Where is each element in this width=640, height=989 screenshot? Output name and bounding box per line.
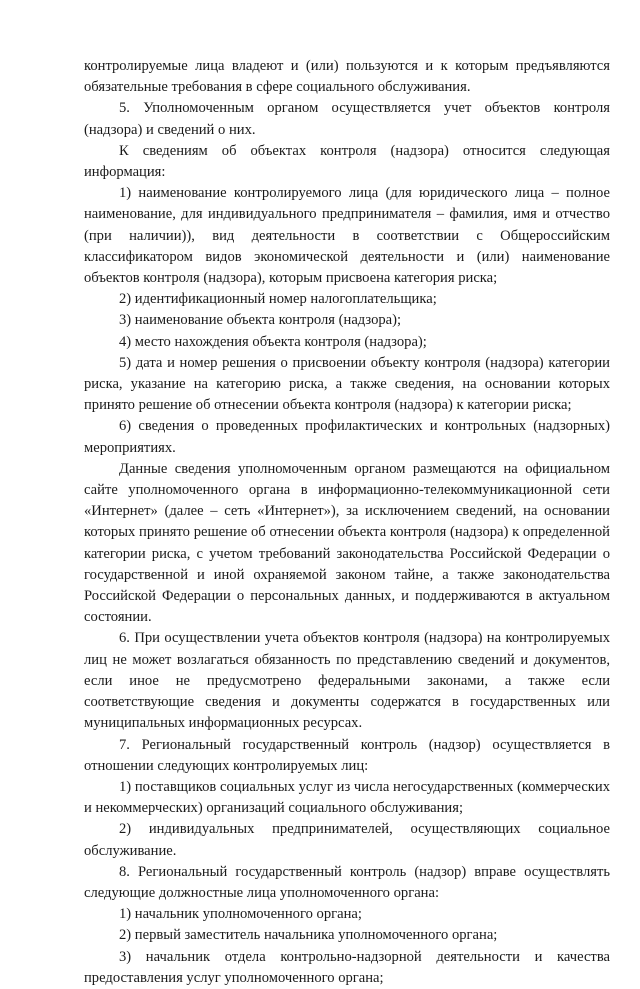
list-item-8-1-head: 1) начальник уполномоченного органа; (119, 906, 362, 923)
document-body (84, 56, 610, 989)
list-item-8-3-department-head: 3) начальник отдела контрольно-надзорной деятельности и качества предоставления услуг уполномоченного органа; (84, 948, 610, 986)
list-item-1-name: 1) наименование контролируемого лица (для юридического лица – полное наименование, для индивидуального предпринимателя – фамилия, имя и отчество (при наличии)), вид деятельности в соответствии с Общероссийским классификатором видов экономической деятельности и (или) наименование объектов контроля (надзора), которым присвоена категория риска; (84, 185, 610, 287)
paragraph-publication: Данные сведения уполномоченным органом размещаются на официальном сайте уполномоченного органа в информационно-телекоммуникационной сети «Интернет» (далее – сеть «Интернет»), за исключением сведений, на основании которых принято решение об отнесении объекта контроля (надзора) к определенной категории риска, с учетом требований законодательства Российской Федерации о государственной и иной охраняемой законом тайне, а также законодательства Российской Федерации о персональных данных, и поддерживаются в актуальном состоянии. (84, 460, 610, 626)
paragraph-item-5-accounting: 5. Уполномоченным органом осуществляется учет объектов контроля (надзора) и сведений о них. (84, 100, 610, 138)
list-item-5-risk-decision: 5) дата и номер решения о присвоении объекту контроля (надзора) категории риска, указание на категорию риска, а также сведения, на основании которых принято решение об отнесении объекта контроля (надзора) к категории риска; (84, 354, 610, 414)
list-item-7-2-entrepreneurs: 2) индивидуальных предпринимателей, осуществляющих социальное обслуживание. (84, 821, 610, 859)
paragraph-item-7: 7. Региональный государственный контроль (надзор) осуществляется в отношении следующих контролируемых лиц: (84, 736, 610, 774)
paragraph-item-8: 8. Региональный государственный контроль (надзор) вправе осуществлять следующие должностные лица уполномоченного органа: (84, 863, 610, 901)
paragraph-information-intro: К сведениям об объектах контроля (надзора) относится следующая информация: (84, 142, 610, 181)
list-item-8-2-deputy: 2) первый заместитель начальника уполномоченного органа; (119, 927, 498, 944)
paragraph-continuation: контролируемые лица владеют и (или) пользуются и к которым предъявляются обязательные требования в сфере социального обслуживания. (84, 58, 610, 96)
list-item-4-location: 4) место нахождения объекта контроля (надзора); (119, 333, 427, 350)
paragraph-item-6: 6. При осуществлении учета объектов контроля (надзора) на контролируемых лиц не может возлагаться обязанность по представлению сведений и документов, если иное не предусмотрено федеральными законами, а также если соответствующие сведения и документы содержатся в государственных или муниципальных информационных ресурсах. (84, 630, 610, 732)
list-item-3-object-name: 3) наименование объекта контроля (надзора); (119, 312, 402, 329)
list-item-6-measures: 6) сведения о проведенных профилактических и контрольных (надзорных) мероприятиях. (84, 418, 610, 456)
list-item-7-1-providers: 1) поставщиков социальных услуг из числа негосударственных (коммерческих и некоммерческих) организаций социального обслуживания; (84, 778, 610, 817)
list-item-2-inn: 2) идентификационный номер налогоплательщика; (119, 291, 437, 308)
